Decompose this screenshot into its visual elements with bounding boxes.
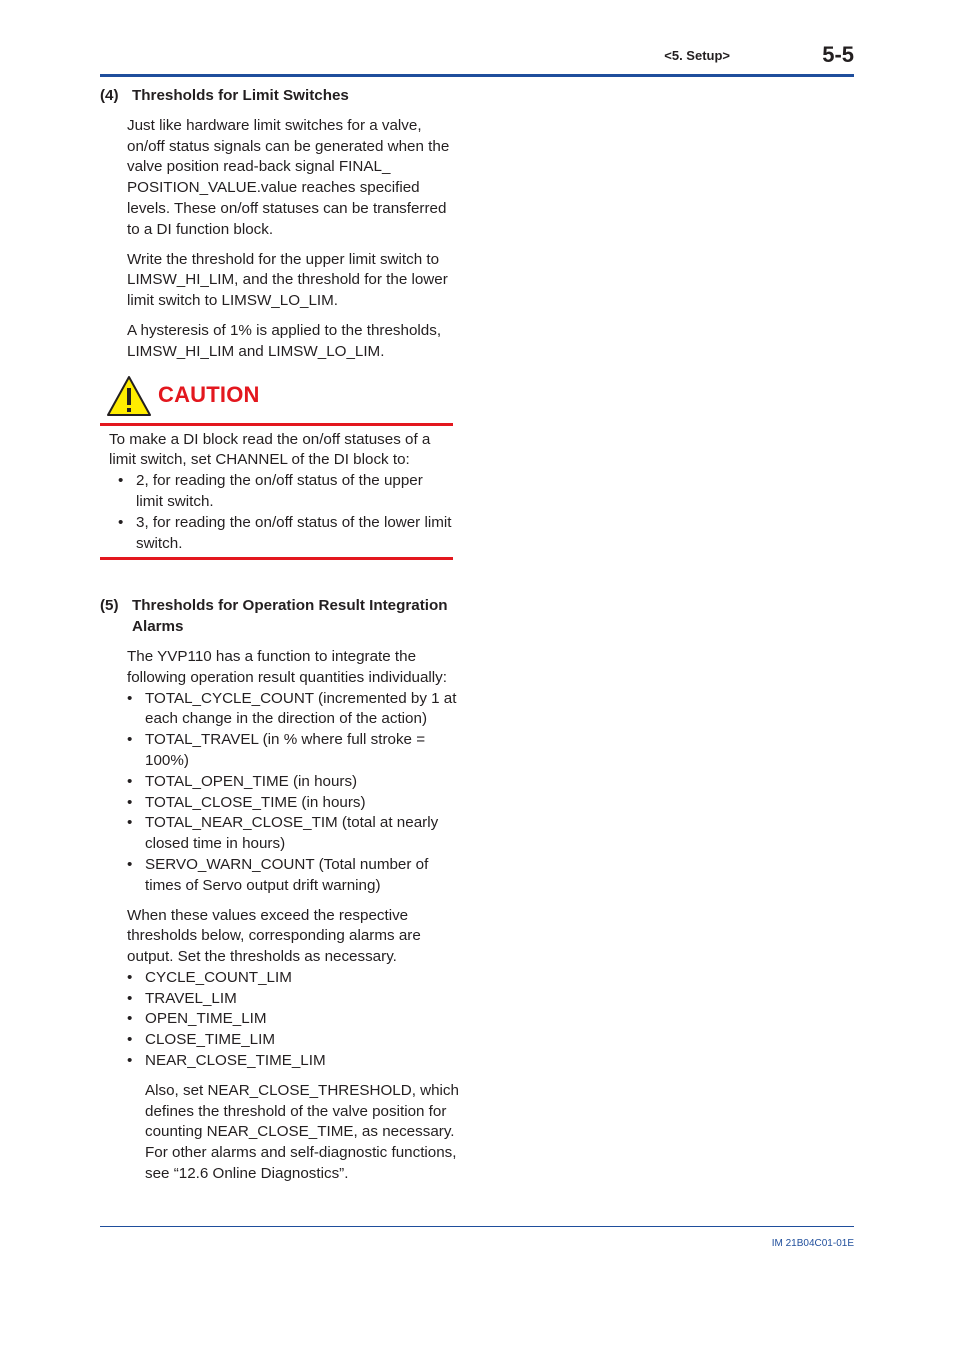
threshold-item: • CLOSE_TIME_LIM xyxy=(127,1030,460,1051)
footer-doc-id: IM 21B04C01-01E xyxy=(771,1238,854,1249)
footer-rule xyxy=(100,1226,854,1227)
main-column xyxy=(100,86,460,1185)
caution-header xyxy=(106,375,460,423)
quantity-item: • TOTAL_TRAVEL (in % where full stroke = 100%) xyxy=(127,730,460,772)
quantity-item: • TOTAL_CYCLE_COUNT (incremented by 1 at each change in the direction of the action) xyxy=(127,689,460,731)
section-4-heading xyxy=(100,86,460,107)
thresholds-list xyxy=(127,968,460,1072)
section-5-body xyxy=(127,647,460,1185)
section-4-title: Thresholds for Limit Switches xyxy=(132,87,349,104)
caution-list-item: • 3, for reading the on/off status of the lower limit switch. xyxy=(109,513,453,555)
threshold-item: • OPEN_TIME_LIM xyxy=(127,1009,460,1030)
page-number: 5-5 xyxy=(822,42,854,67)
caution-intro: To make a DI block read the on/off statuses of a limit switch, set CHANNEL of the DI block to: xyxy=(109,430,431,469)
quantity-item: • TOTAL_CLOSE_TIME (in hours) xyxy=(127,793,460,814)
section-4-paragraph: Just like hardware limit switches for a valve, on/off status signals can be generated when the valve position read-back signal FINAL_ POSITION_VALUE.value reaches specified levels. These on/off statuses can be transferred to a DI function block. xyxy=(127,116,450,238)
section-4-paragraph: Write the threshold for the upper limit switch to LIMSW_HI_LIM, and the threshold for the lower limit switch to LIMSW_LO_LIM. xyxy=(127,250,448,310)
section-4-body xyxy=(127,116,460,363)
quantity-item: • TOTAL_OPEN_TIME (in hours) xyxy=(127,772,460,793)
section-5-intro: The YVP110 has a function to integrate the following operation result quantities individually: xyxy=(127,647,447,686)
warning-triangle-icon xyxy=(106,375,152,417)
quantity-item: • TOTAL_NEAR_CLOSE_TIM (total at nearly closed time in hours) xyxy=(127,813,460,855)
caution-title: CAUTION xyxy=(158,381,260,407)
section-4-number: (4) xyxy=(100,87,119,104)
section-5 xyxy=(100,596,460,1185)
header-rule xyxy=(100,74,854,77)
quantities-list xyxy=(127,689,460,897)
thresholds-intro: When these values exceed the respective thresholds below, corresponding alarms are output. Set the thresholds as necessary. xyxy=(127,906,421,966)
section-4-paragraph: A hysteresis of 1% is applied to the thresholds, LIMSW_HI_LIM and LIMSW_LO_LIM. xyxy=(127,321,442,360)
diagnostics-note: For other alarms and self-diagnostic functions, see “12.6 Online Diagnostics”. xyxy=(145,1144,457,1183)
caution-list-item: • 2, for reading the on/off status of the upper limit switch. xyxy=(109,471,453,513)
threshold-item: • NEAR_CLOSE_TIME_LIM xyxy=(127,1051,460,1072)
threshold-item: • TRAVEL_LIM xyxy=(127,989,460,1010)
section-5-heading xyxy=(100,596,460,638)
caution-box xyxy=(100,423,453,561)
section-4 xyxy=(100,86,460,363)
caution-list xyxy=(109,471,453,554)
quantity-item: • SERVO_WARN_COUNT (Total number of times of Servo output drift warning) xyxy=(127,855,460,897)
threshold-item: • CYCLE_COUNT_LIM xyxy=(127,968,460,989)
near-close-note: Also, set NEAR_CLOSE_THRESHOLD, which defines the threshold of the valve position for counting NEAR_CLOSE_TIME, as necessary. xyxy=(145,1081,459,1141)
section-5-number: (5) xyxy=(100,597,119,615)
header-section-label: <5. Setup> xyxy=(664,48,730,63)
caution-block xyxy=(100,375,460,561)
section-5-title: Thresholds for Operation Result Integration Alarms xyxy=(132,597,448,636)
